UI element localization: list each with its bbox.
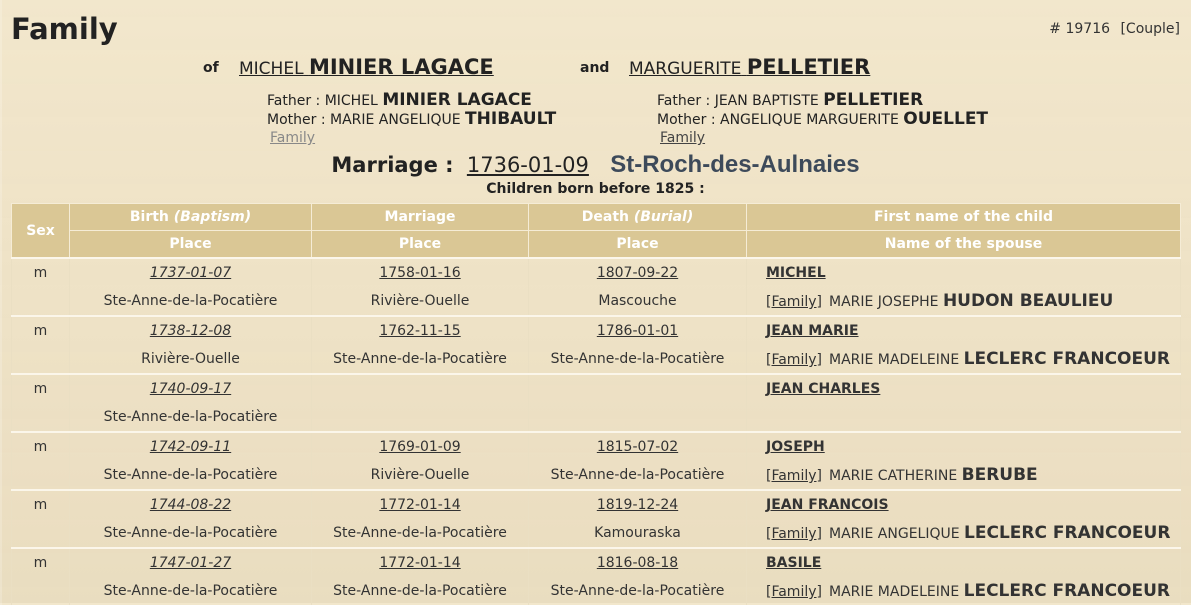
death-date-link[interactable]: 1807-09-22 [529,258,747,287]
marriage-date-link[interactable]: 1772-01-14 [312,548,529,577]
birth-place: Ste-Anne-de-la-Pocatière [70,519,312,548]
table-row [12,258,1181,287]
of-label: of [203,60,219,76]
father-last-name: PELLETIER [823,90,924,110]
table-row [12,316,1181,345]
header-birth [70,204,312,231]
child-sex: m [12,316,70,374]
wife-mother [657,110,988,129]
death-place [529,403,747,432]
husband-link[interactable] [239,55,494,79]
spouse-first-name: MARIE MADELEINE [828,584,960,600]
father-last-name: MINIER LAGACE [382,90,532,110]
wife-parents [657,91,988,147]
birth-place: Ste-Anne-de-la-Pocatière [70,577,312,605]
header-marriage-place: Place [312,231,529,259]
wife-link[interactable] [629,55,870,79]
header-burial-label: (Burial) [633,209,694,225]
marriage-place: Ste-Anne-de-la-Pocatière [312,577,529,605]
father-label: Father : [267,93,321,109]
marriage-place: Ste-Anne-de-la-Pocatière [312,519,529,548]
death-place: Ste-Anne-de-la-Pocatière [529,577,747,605]
husband-mother [267,110,556,129]
family-reference [1043,21,1180,37]
spouse-family-link[interactable]: [Family] [766,584,822,600]
table-row [12,432,1181,461]
death-date-link[interactable]: 1786-01-01 [529,316,747,345]
header-row [12,231,1181,259]
children-table [11,203,1181,605]
wife-first-name: MARGUERITE [629,59,742,79]
birth-date-link[interactable]: 1742-09-11 [70,432,312,461]
marriage-date-link[interactable]: 1769-01-09 [312,432,529,461]
child-name-cell [747,258,1181,287]
table-row [12,490,1181,519]
child-sex: m [12,490,70,548]
birth-date-link[interactable]: 1747-01-27 [70,548,312,577]
marriage-date[interactable]: 1736-01-09 [466,153,589,177]
header-birth-label: Birth [129,209,169,225]
birth-place: Ste-Anne-de-la-Pocatière [70,461,312,490]
header-baptism-label: (Baptism) [173,209,252,225]
marriage-place: Ste-Anne-de-la-Pocatière [312,345,529,374]
spouse-cell [747,403,1181,432]
spouse-family-link[interactable]: [Family] [766,294,822,310]
child-name-link[interactable]: JEAN CHARLES [766,381,881,397]
spouse-first-name: MARIE ANGELIQUE [828,526,960,542]
mother-label: Mother : [267,112,326,128]
couple-link[interactable]: [Couple] [1120,21,1180,37]
mother-first-name: ANGELIQUE MARGUERITE [720,112,899,128]
child-name-cell [747,548,1181,577]
table-row [12,461,1181,490]
child-name-link[interactable]: BASILE [766,555,822,571]
family-number: # 19716 [1049,21,1111,37]
mother-last-name: OUELLET [903,109,989,129]
husband-father [267,91,556,110]
birth-place: Ste-Anne-de-la-Pocatière [70,287,312,316]
birth-date-link[interactable]: 1738-12-08 [70,316,312,345]
spouse-family-link[interactable]: [Family] [766,468,822,484]
child-name-cell [747,432,1181,461]
marriage-date-link[interactable]: 1758-01-16 [312,258,529,287]
table-row [12,577,1181,605]
header-row [12,204,1181,231]
child-name-cell [747,490,1181,519]
spouse-last-name: LECLERC FRANCOEUR [963,349,1170,369]
table-row [12,403,1181,432]
table-row [12,287,1181,316]
table-row [12,374,1181,403]
spouse-cell [747,577,1181,605]
spouse-cell [747,461,1181,490]
marriage-date-link[interactable]: 1762-11-15 [312,316,529,345]
spouse-last-name: LECLERC FRANCOEUR [963,581,1170,601]
spouse-last-name: BERUBE [961,465,1038,485]
header-birth-place: Place [70,231,312,259]
child-name-cell [747,316,1181,345]
father-first-name: JEAN BAPTISTE [714,93,819,109]
spouse-last-name: HUDON BEAULIEU [942,291,1114,311]
death-place: Ste-Anne-de-la-Pocatière [529,461,747,490]
spouse-last-name: LECLERC FRANCOEUR [964,523,1171,543]
spouse-cell [747,519,1181,548]
mother-first-name: MARIE ANGELIQUE [330,112,461,128]
child-name-link[interactable]: JEAN MARIE [766,323,859,339]
death-place: Ste-Anne-de-la-Pocatière [529,345,747,374]
mother-last-name: THIBAULT [465,109,557,129]
husband-parents-family-link[interactable]: Family [270,130,316,146]
child-name-cell [747,374,1181,403]
page-title: Family [11,12,118,46]
birth-date-link[interactable]: 1744-08-22 [70,490,312,519]
father-label: Father : [657,93,711,109]
child-name-link[interactable]: MICHEL [766,265,826,281]
header-marriage: Marriage [312,204,529,231]
spouse-first-name: MARIE CATHERINE [828,468,958,484]
death-place: Mascouche [529,287,747,316]
spouse-cell [747,287,1181,316]
table-row [12,519,1181,548]
husband-last-name: MINIER LAGACE [308,55,494,79]
wife-parents-family-link[interactable]: Family [660,130,706,146]
marriage-line [0,151,1191,179]
and-label: and [580,60,610,76]
header-spouse-name: Name of the spouse [747,231,1181,259]
death-date-link[interactable]: 1819-12-24 [529,490,747,519]
marriage-date-link[interactable] [312,374,529,403]
wife-last-name: PELLETIER [746,55,871,79]
death-place: Kamouraska [529,519,747,548]
child-sex: m [12,432,70,490]
husband-parents [267,91,556,147]
table-row [12,345,1181,374]
marriage-place: Rivière-Ouelle [312,461,529,490]
child-name-link[interactable]: JEAN FRANCOIS [766,497,889,513]
spouse-first-name: MARIE JOSEPHE [828,294,939,310]
spouse-family-link[interactable]: [Family] [766,526,822,542]
marriage-date-link[interactable]: 1772-01-14 [312,490,529,519]
table-row [12,548,1181,577]
death-date-link[interactable]: 1815-07-02 [529,432,747,461]
wife-father [657,91,988,110]
spouse-cell [747,345,1181,374]
header-death-place: Place [529,231,747,259]
mother-label: Mother : [657,112,716,128]
child-sex: m [12,548,70,605]
birth-date-link[interactable]: 1740-09-17 [70,374,312,403]
marriage-label: Marriage : [331,153,454,177]
birth-place: Rivière-Ouelle [70,345,312,374]
child-sex: m [12,374,70,432]
child-name-link[interactable]: JOSEPH [766,439,825,455]
header-death [529,204,747,231]
birth-place: Ste-Anne-de-la-Pocatière [70,403,312,432]
header-death-label: Death [581,209,629,225]
husband-first-name: MICHEL [239,59,304,79]
child-sex: m [12,258,70,316]
death-date-link[interactable]: 1816-08-18 [529,548,747,577]
spouse-family-link[interactable]: [Family] [766,352,822,368]
spouse-first-name: MARIE MADELEINE [828,352,960,368]
header-sex: Sex [12,204,70,259]
birth-date-link[interactable]: 1737-01-07 [70,258,312,287]
marriage-place: Rivière-Ouelle [312,287,529,316]
marriage-place: St-Roch-des-Aulnaies [610,151,860,178]
children-heading: Children born before 1825 : [486,181,705,197]
marriage-place [312,403,529,432]
father-first-name: MICHEL [324,93,378,109]
death-date-link[interactable] [529,374,747,403]
header-child-name: First name of the child [747,204,1181,231]
